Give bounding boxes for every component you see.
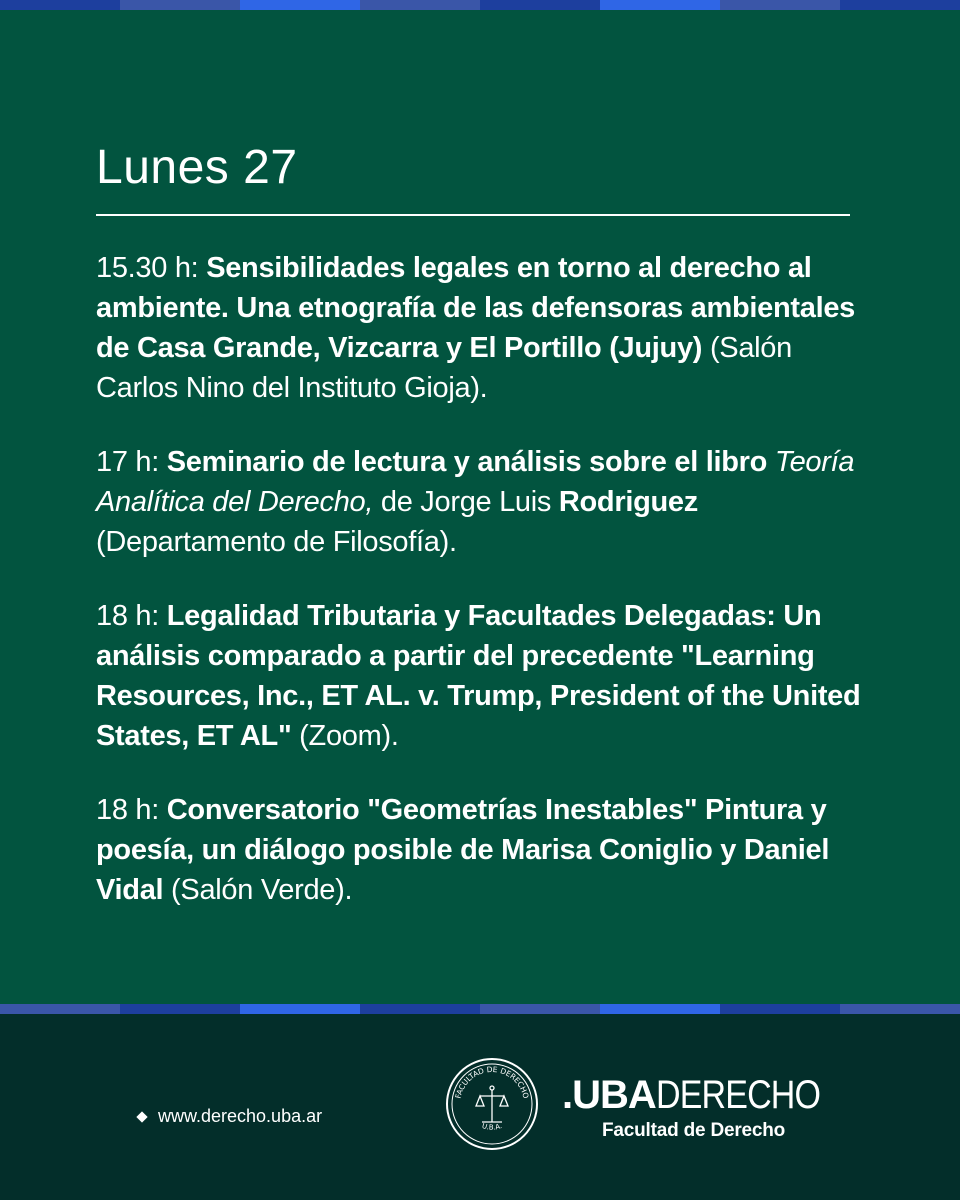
event-location: (Zoom).: [299, 720, 399, 752]
stripe-segment: [360, 0, 480, 10]
footer: [0, 1014, 960, 1200]
event-item: [96, 596, 866, 756]
stripe-segment: [120, 1004, 240, 1014]
uba-derecho-logo: [562, 1072, 832, 1142]
event-item: [96, 442, 866, 562]
faculty-seal-icon: [444, 1056, 540, 1152]
stripe-segment: [720, 0, 840, 10]
brand-uba: .UBA: [562, 1073, 656, 1117]
event-time: 15.30 h:: [96, 252, 199, 284]
brand-derecho: DERECHO: [655, 1073, 820, 1117]
event-title: Conversatorio "Geometrías Inestables" Pintura y poesía, un diálogo posible de Marisa Coniglio y Daniel Vidal: [96, 794, 830, 906]
stripe-segment: [840, 1004, 960, 1014]
event-author: Rodriguez: [558, 486, 698, 518]
diamond-bullet-icon: [136, 1111, 147, 1122]
stripe-segment: [480, 1004, 600, 1014]
stripe-segment: [240, 0, 360, 10]
seal-text-top: FACULTAD DE DERECHO: [453, 1064, 531, 1100]
brand-subtitle: Facultad de Derecho: [602, 1120, 786, 1141]
top-color-stripe: [0, 0, 960, 10]
stripe-segment: [0, 1004, 120, 1014]
page-title: Lunes 27: [96, 141, 298, 194]
stripe-segment: [120, 0, 240, 10]
event-time: 18 h:: [96, 600, 159, 632]
seal-text-bottom: U.B.A.: [480, 1121, 504, 1132]
stripe-segment: [600, 1004, 720, 1014]
event-title: Seminario de lectura y análisis sobre el libro: [166, 446, 768, 478]
stripe-segment: [600, 0, 720, 10]
stripe-segment: [360, 1004, 480, 1014]
event-location: (Salón Verde).: [171, 874, 353, 906]
event-location: (Departamento de Filosofía).: [96, 526, 457, 558]
bottom-color-stripe: [0, 1004, 960, 1014]
stripe-segment: [240, 1004, 360, 1014]
event-title: Legalidad Tributaria y Facultades Delegadas: Un análisis comparado a partir del precedente "Learning Resources, Inc., ET AL. v. Trump, President of the United States, ET AL": [96, 600, 861, 752]
event-location: (Salón Carlos Nino del Instituto Gioja).: [96, 332, 792, 404]
event-time: 17 h:: [96, 446, 159, 478]
stripe-segment: [720, 1004, 840, 1014]
website-link[interactable]: [138, 1106, 322, 1127]
event-time: 18 h:: [96, 794, 159, 826]
event-author-prefix: de Jorge Luis: [380, 486, 552, 518]
event-list: [96, 248, 866, 944]
event-title: Sensibilidades legales en torno al derecho al ambiente. Una etnografía de las defensoras ambientales de Casa Grande, Vizcarra y El Portillo (Jujuy): [96, 252, 855, 364]
book-title: Teoría Analítica del Derecho,: [96, 446, 855, 518]
main-panel: [0, 10, 960, 1004]
stripe-segment: [480, 0, 600, 10]
event-item: [96, 248, 866, 408]
stripe-segment: [840, 0, 960, 10]
website-text: www.derecho.uba.ar: [158, 1106, 323, 1126]
title-divider: [96, 214, 850, 216]
event-item: [96, 790, 866, 910]
stripe-segment: [0, 0, 120, 10]
